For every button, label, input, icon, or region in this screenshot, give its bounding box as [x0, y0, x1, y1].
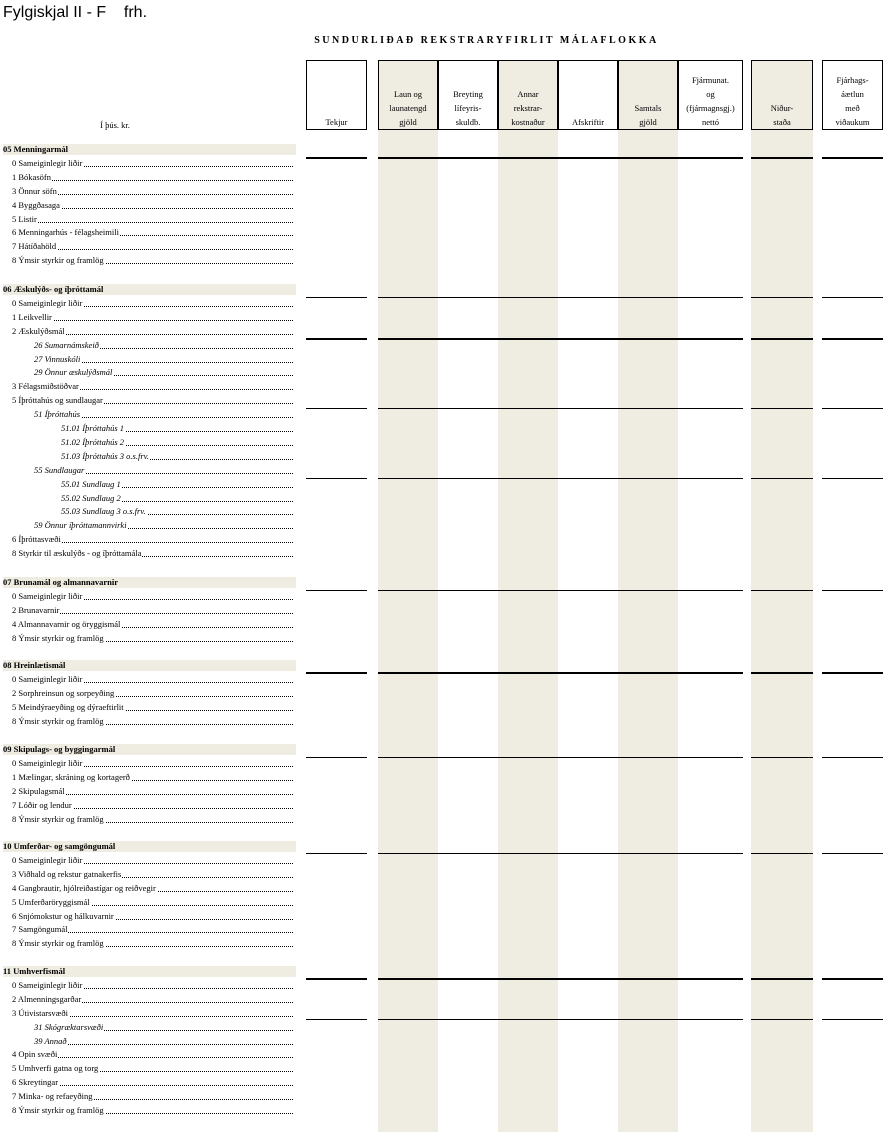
line-item	[12, 786, 293, 797]
subtotal-rule	[751, 157, 813, 159]
subtotal-rule	[306, 478, 367, 479]
subtotal-rule	[378, 978, 743, 980]
line-item-label: 0 Sameiginlegir liðir	[12, 157, 83, 168]
line-item	[12, 800, 293, 811]
subtotal-rule	[822, 978, 883, 980]
line-item	[34, 520, 293, 531]
column-header	[378, 60, 438, 130]
line-item-label: 6 Íþróttasvæði	[12, 534, 61, 545]
column-shade	[498, 60, 558, 1132]
section-title: 10 Umferðar- og samgöngumál	[3, 841, 116, 851]
column-header	[822, 60, 883, 130]
column-shade	[378, 60, 438, 1132]
line-item	[34, 1036, 293, 1047]
line-item-label: 0 Sameiginlegir liðir	[12, 297, 83, 308]
line-item-label: 5 Meindýraeyðing og dýraeftirlit	[12, 701, 124, 712]
line-item	[12, 702, 293, 713]
line-item	[12, 758, 293, 769]
subtotal-rule	[822, 672, 883, 674]
section-title: 05 Menningarmál	[3, 144, 68, 154]
subtotal-rule	[751, 338, 813, 340]
line-item-label: 26 Sumarnámskeið	[34, 339, 99, 350]
line-item-label: 2 Skipulagsmál	[12, 785, 65, 796]
subtotal-rule	[306, 978, 367, 980]
column-header-label: Niður- staða	[770, 103, 794, 127]
line-item-label: 8 Ýmsir styrkir og framlög	[12, 715, 104, 726]
subtotal-rule	[822, 157, 883, 159]
line-item	[61, 437, 293, 448]
subtotal-rule	[751, 1019, 813, 1020]
line-item	[12, 172, 293, 183]
line-item	[34, 367, 293, 378]
line-item-label: 0 Sameiginlegir liðir	[12, 979, 83, 990]
subtotal-rule	[378, 157, 743, 159]
line-item-label: 7 Lóðir og lendur	[12, 799, 72, 810]
line-item	[12, 938, 293, 949]
dot-leader	[12, 222, 293, 223]
line-item-label: 6 Skreytingar	[12, 1077, 59, 1088]
line-item	[12, 255, 293, 266]
line-item	[12, 381, 293, 392]
line-item	[12, 980, 293, 991]
column-header-label: Breyting lífeyris- skuldb.	[453, 89, 483, 127]
line-item	[12, 1063, 293, 1074]
column-header	[751, 60, 813, 130]
subtotal-rule	[306, 408, 367, 409]
line-item-label: 55.01 Sundlaug 1	[61, 478, 121, 489]
line-item	[12, 214, 293, 225]
subtotal-rule	[751, 672, 813, 674]
line-item	[12, 298, 293, 309]
line-item	[34, 465, 293, 476]
column-header-label: Annar rekstrar- kostnaður	[511, 89, 545, 127]
line-item	[12, 1049, 293, 1060]
line-item	[12, 869, 293, 880]
section-title: 07 Brunamál og almannavarnir	[3, 577, 118, 587]
subtotal-rule	[378, 672, 743, 674]
page-title: Fylgiskjal II - F frh.	[3, 4, 148, 21]
line-item-label: 2 Almenningsgarðar	[12, 993, 82, 1004]
line-item	[12, 994, 293, 1005]
line-item-label: 8 Ýmsir styrkir og framlög	[12, 255, 104, 266]
line-item-label: 5 Listir	[12, 213, 37, 224]
column-header	[498, 60, 558, 130]
line-item	[61, 493, 293, 504]
line-item-label: 3 Félagsmiðstöðvar	[12, 381, 79, 392]
line-item-label: 29 Önnur æskulýðsmál	[34, 367, 113, 378]
line-item-label: 2 Sorphreinsun og sorpeyðing	[12, 687, 115, 698]
line-item-label: 31 Skógræktarsvæði	[34, 1021, 104, 1032]
line-item-label: 7 Samgöngumál	[12, 924, 68, 935]
subtotal-rule	[822, 338, 883, 340]
subtotal-rule	[378, 590, 743, 591]
line-item-label: 6 Snjómokstur og hálkuvarnir	[12, 910, 114, 921]
line-item-label: 51 Íþróttahús	[34, 409, 81, 420]
subtotal-rule	[822, 1019, 883, 1020]
line-item	[61, 479, 293, 490]
subtotal-rule	[751, 853, 813, 854]
dot-leader	[34, 1044, 293, 1045]
line-item-label: 4 Almannavarnir og öryggismál	[12, 618, 121, 629]
subtotal-rule	[822, 757, 883, 758]
line-item-label: 7 Hátíðahöld	[12, 241, 57, 252]
line-item	[12, 241, 293, 252]
line-item	[12, 1105, 293, 1116]
line-item-label: 55.03 Sundlaug 3 o.s.frv.	[61, 506, 146, 517]
line-item	[34, 1022, 293, 1033]
section-title: 09 Skipulags- og byggingarmál	[3, 744, 116, 754]
line-item-label: 4 Opin svæði	[12, 1049, 58, 1060]
column-header	[618, 60, 678, 130]
line-item	[12, 534, 293, 545]
line-item-label: 5 Íþróttahús og sundlaugar	[12, 395, 103, 406]
subtotal-rule	[378, 1019, 743, 1020]
line-item-label: 1 Mælingar, skráning og kortagerð	[12, 771, 130, 782]
line-item	[12, 688, 293, 699]
subtotal-rule	[306, 157, 367, 159]
line-item	[12, 1091, 293, 1102]
subtotal-rule	[306, 590, 367, 591]
line-item-label: 59 Önnur íþróttamannvirki	[34, 520, 127, 531]
subtotal-rule	[378, 297, 743, 298]
line-item	[61, 506, 293, 517]
column-header-label: Samtals gjöld	[634, 103, 662, 127]
line-item	[34, 409, 293, 420]
dot-leader	[12, 180, 293, 181]
line-item-label: 27 Vinnuskóli	[34, 353, 81, 364]
line-item	[12, 312, 293, 323]
line-item	[12, 883, 293, 894]
line-item-label: 51.03 Íþróttahús 3 o.s.frv.	[61, 450, 149, 461]
line-item-label: 0 Sameiginlegir liðir	[12, 757, 83, 768]
report-subtitle: SUNDURLIÐAÐ REKSTRARYFIRLIT MÁLAFLOKKA	[314, 35, 659, 46]
column-header	[438, 60, 498, 130]
subtotal-rule	[822, 297, 883, 298]
line-item	[61, 451, 293, 462]
line-item	[61, 423, 293, 434]
column-shade	[751, 60, 813, 1132]
line-item-label: 8 Ýmsir styrkir og framlög	[12, 938, 104, 949]
line-item-label: 0 Sameiginlegir liðir	[12, 590, 83, 601]
line-item	[12, 605, 293, 616]
column-header-label: Tekjur	[325, 117, 348, 127]
line-item-label: 39 Annað	[34, 1035, 67, 1046]
line-item-label: 3 Útivistarsvæði	[12, 1007, 68, 1018]
line-item	[34, 354, 293, 365]
column-header-label: Afskriftir	[571, 117, 605, 127]
subtotal-rule	[751, 757, 813, 758]
subtotal-rule	[378, 338, 743, 340]
line-item	[12, 1008, 293, 1019]
line-item-label: 4 Gangbrautir, hjólreiðastígar og reiðvegir	[12, 882, 156, 893]
subtotal-rule	[306, 338, 367, 340]
line-item-label: 55.02 Sundlaug 2	[61, 492, 121, 503]
line-item	[12, 326, 293, 337]
subtotal-rule	[378, 478, 743, 479]
line-item-label: 8 Ýmsir styrkir og framlög	[12, 632, 104, 643]
section-title: 08 Hreinlætismál	[3, 660, 66, 670]
line-item-label: 0 Sameiginlegir liðir	[12, 854, 83, 865]
line-item-label: 2 Brunavarnir	[12, 604, 60, 615]
subtotal-rule	[751, 478, 813, 479]
line-item	[12, 1077, 293, 1088]
subtotal-rule	[751, 297, 813, 298]
line-item-label: 5 Umhverfi gatna og torg	[12, 1063, 99, 1074]
column-header-label: Fjármunat. og (fjármagnsgj.) nettó	[686, 75, 735, 127]
line-item-label: 0 Sameiginlegir liðir	[12, 673, 83, 684]
line-item-label: 55 Sundlaugar	[34, 464, 85, 475]
line-item-label: 4 Byggðasaga	[12, 199, 60, 210]
column-header	[558, 60, 618, 130]
line-item	[12, 897, 293, 908]
column-shade	[618, 60, 678, 1132]
line-item-label: 5 Umferðaröryggismál	[12, 896, 90, 907]
subtotal-rule	[751, 590, 813, 591]
line-item-label: 7 Minka- og refaeyðing	[12, 1091, 93, 1102]
section-title: 06 Æskulýðs- og íþróttamál	[3, 284, 104, 294]
line-item-label: 8 Ýmsir styrkir og framlög	[12, 813, 104, 824]
subtotal-rule	[306, 757, 367, 758]
subtotal-rule	[306, 1019, 367, 1020]
column-header	[678, 60, 743, 130]
subtotal-rule	[378, 853, 743, 854]
line-item	[12, 855, 293, 866]
section-title: 11 Umhverfismál	[3, 966, 66, 976]
subtotal-rule	[822, 853, 883, 854]
subtotal-rule	[378, 408, 743, 409]
line-item	[12, 591, 293, 602]
line-item	[12, 158, 293, 169]
subtotal-rule	[822, 408, 883, 409]
line-item	[12, 633, 293, 644]
subtotal-rule	[751, 978, 813, 980]
line-item-label: 6 Menningarhús - félagsheimili	[12, 227, 119, 238]
line-item-label: 1 Bókasöfn	[12, 171, 51, 182]
line-item	[12, 772, 293, 783]
subtotal-rule	[378, 757, 743, 758]
row-header-unit: Í þús. kr.	[100, 120, 130, 130]
line-item-label: 3 Viðhald og rekstur gatnakerfis	[12, 868, 122, 879]
line-item-label: 51.01 Íþróttahús 1	[61, 423, 125, 433]
line-item	[12, 814, 293, 825]
line-item-label: 8 Styrkir til æskulýðs - og íþróttamála	[12, 548, 142, 559]
subtotal-rule	[822, 478, 883, 479]
line-item	[12, 674, 293, 685]
line-item	[34, 340, 293, 351]
line-item	[12, 924, 293, 935]
line-item	[12, 227, 293, 238]
line-item-label: 8 Ýmsir styrkir og framlög	[12, 1105, 104, 1115]
dot-leader	[12, 320, 293, 321]
line-item	[12, 200, 293, 211]
line-item	[12, 619, 293, 630]
line-item-label: 51.02 Íþróttahús 2	[61, 436, 125, 447]
line-item-label: 1 Leikvellir	[12, 311, 52, 322]
subtotal-rule	[751, 408, 813, 409]
line-item	[12, 911, 293, 922]
line-item-label: 2 Æskulýðsmál	[12, 325, 65, 336]
line-item	[12, 716, 293, 727]
line-item-label: 3 Önnur söfn	[12, 185, 57, 196]
line-item	[12, 548, 293, 559]
column-header	[306, 60, 367, 130]
subtotal-rule	[306, 297, 367, 298]
subtotal-rule	[306, 853, 367, 854]
line-item	[12, 186, 293, 197]
column-header-label: Fjárhags- áætlun með viðaukum	[835, 75, 870, 127]
subtotal-rule	[306, 672, 367, 674]
subtotal-rule	[822, 590, 883, 591]
line-item	[12, 395, 293, 406]
column-header-label: Laun og launatengd gjöld	[389, 89, 427, 127]
